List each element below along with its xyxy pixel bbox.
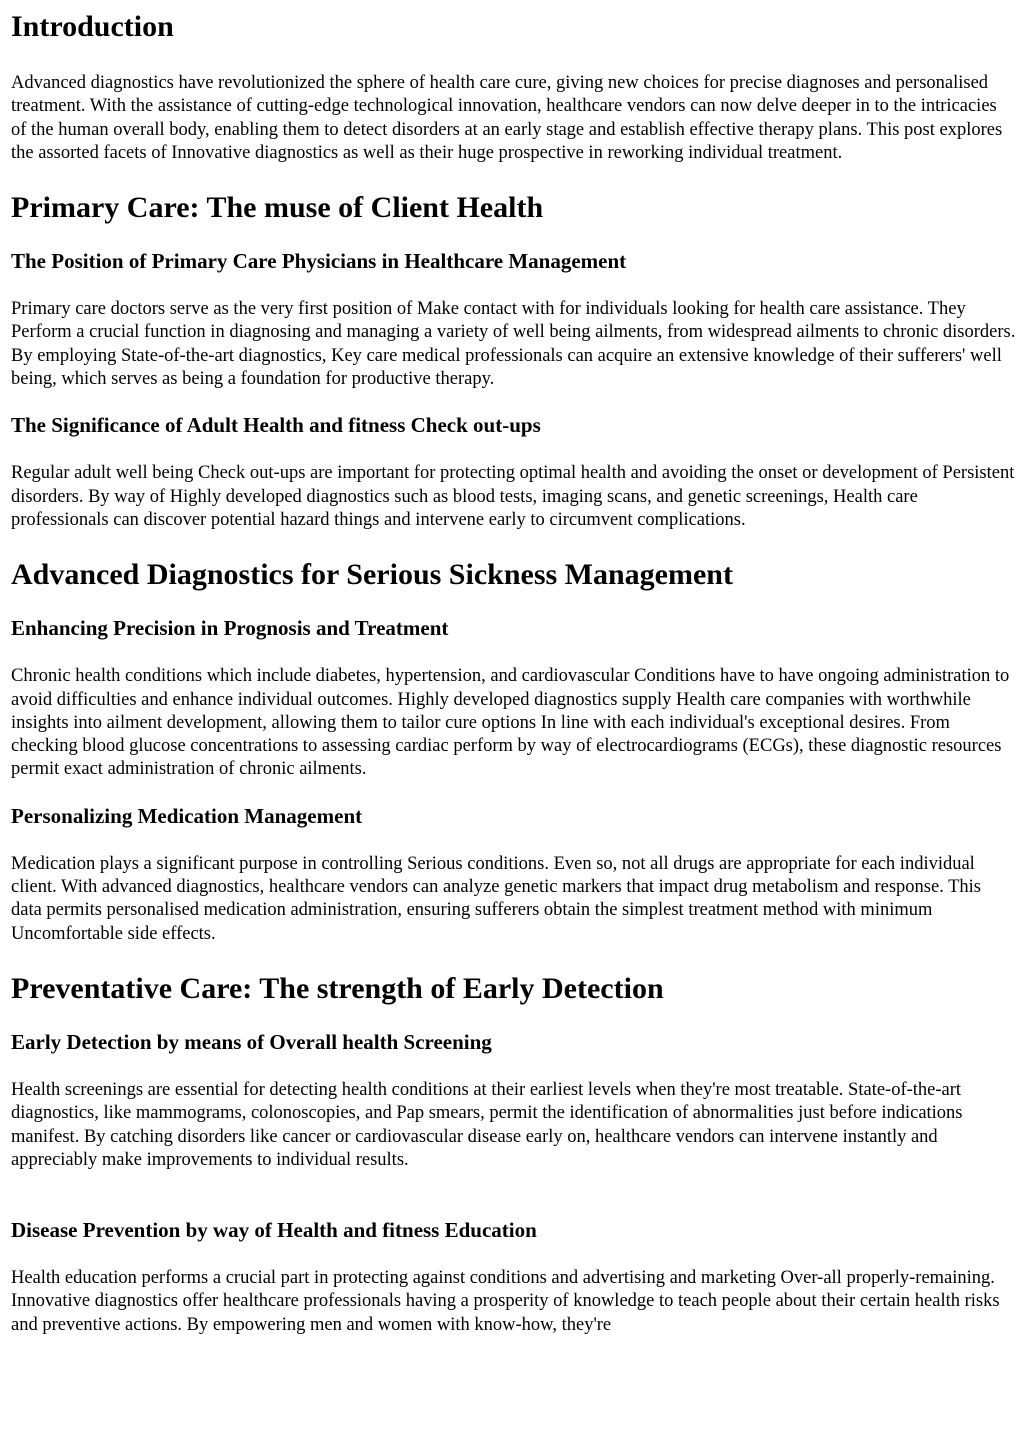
paragraph-health-education: Health education performs a crucial part in protecting against conditions and advertising and marketing Over-all properly-remaining. Innovative diagnostics offer healthcare professionals having a prosperity of knowledge to teach people about their certain health risks and preventive actions. By empowering men and women with know-how, they're — [11, 1268, 1000, 1335]
paragraph-precision: Chronic health conditions which include diabetes, hypertension, and cardiovascular Conditions have to have ongoing administration to avoid difficulties and enhance individual outcomes. Highly developed diagnostics supply Health care companies with worthwhile insights into ailment development, allowing them to tailor cure options In line with each individual's exceptional desires. From checking blood glucose concentrations to assessing cardiac perform by way of electrocardiograms (ECGs), these diagnostic resources permit exact administration of chronic ailments. — [11, 666, 1010, 780]
section-heading-preventative-care: Preventative Care: The strength of Early Detection — [11, 971, 664, 1005]
subheading-precision: Enhancing Precision in Prognosis and Treatment — [11, 616, 449, 641]
section-heading-chronic-illness: Advanced Diagnostics for Serious Sickness Management — [11, 558, 733, 592]
intro-heading: Introduction — [11, 10, 174, 43]
paragraph-medication: Medication plays a significant purpose in controlling Serious conditions. Even so, not all drugs are appropriate for each individual client. With advanced diagnostics, healthcare vendors can analyze genetic markers that impact drug metabolism and response. This data permits personalised medication administration, ensuring sufferers obtain the simplest treatment method with minimum Uncomfortable side effects. — [11, 853, 982, 944]
subheading-health-education: Disease Prevention by way of Health and fitness Education — [11, 1218, 537, 1243]
intro-paragraph: Advanced diagnostics have revolutionized the sphere of health care cure, giving new choices for precise diagnoses and personalised treatment. With the assistance of cutting-edge technological innovation, healthcare vendors can now delve deeper in to the intricacies of the human overall body, enabling them to detect disorders at an early stage and establish effective therapy plans. This post explores the assorted facets of Innovative diagnostics as well as their huge prospective in reworking individual treatment. — [11, 73, 1003, 163]
subheading-medication: Personalizing Medication Management — [11, 803, 363, 828]
section-heading-primary-care: Primary Care: The muse of Client Health — [11, 191, 544, 225]
paragraph-screening: Health screenings are essential for detecting health conditions at their earliest levels when they're most treatable. State-of-the-art diagnostics, like mammograms, colonoscopies, and Pap smears, permit the identification of abnormalities just before indications manifest. By catching disorders like cancer or cardiovascular disease early on, healthcare vendors can intervene instantly and appreciably make improvements to individual results. — [11, 1079, 963, 1170]
subheading-primary-care-physicians: The Position of Primary Care Physicians in Healthcare Management — [11, 249, 627, 274]
subheading-screening: Early Detection by means of Overall health Screening — [11, 1029, 492, 1054]
subheading-adult-checkups: The Significance of Adult Health and fitness Check out-ups — [11, 413, 541, 438]
paragraph-primary-care-physicians: Primary care doctors serve as the very first position of Make contact with for individuals looking for health care assistance. They Perform a crucial function in diagnosing and managing a variety of well being ailments, from widespread ailments to chronic disorders. By employing State-of-the-art diagnostics, Key care medical professionals can acquire an extensive knowledge of their sufferers' well being, which serves as being a foundation for productive therapy. — [11, 299, 1016, 390]
paragraph-adult-checkups: Regular adult well being Check out-ups are important for protecting optimal health and avoiding the onset or development of Persistent disorders. By way of Highly developed diagnostics such as blood tests, imaging scans, and genetic screenings, Health care professionals can discover potential hazard things and intervene early to circumvent complications. — [11, 463, 1015, 530]
